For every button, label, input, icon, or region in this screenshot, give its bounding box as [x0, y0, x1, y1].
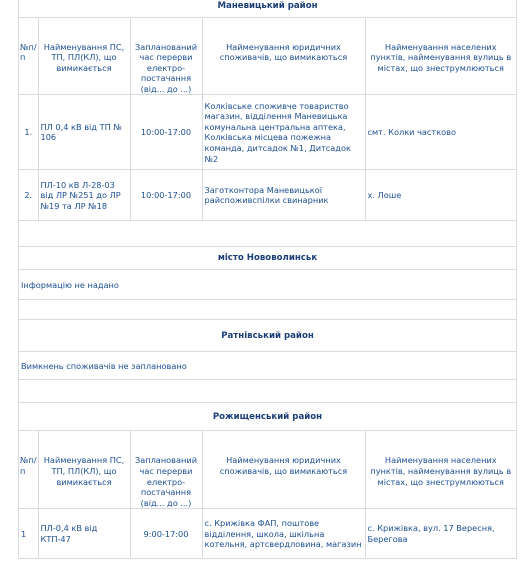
district-row [19, 403, 516, 431]
district-title: місто Нововолинськ [19, 247, 516, 270]
outage-schedule [18, 0, 517, 559]
outage-table [19, 0, 516, 559]
header-consumers: Найменування юридичних споживачів, що вимикаються [202, 431, 365, 509]
cell-num: 2. [19, 170, 38, 221]
district-title: Маневицький район [19, 0, 516, 17]
cell-consumers: с. Крижівка ФАП, поштове відділення, школа, шкільна котельня, артсвердловина, магазин [202, 509, 365, 559]
district-title: Ратнівський район [19, 320, 516, 352]
table-header-row [19, 17, 516, 95]
header-places: Найменування населених пунктів, найменування вулиць в містах, що знеструмлюються [365, 17, 516, 95]
cell-places: с. Крижівка, вул. 17 Вересня, Берегова [365, 509, 516, 559]
header-num: №п/п [19, 431, 38, 509]
cell-object: ПЛ-10 кВ Л-28-03 від ЛР №251 до ЛР №19 та ЛР №18 [38, 170, 130, 221]
header-time: Запланований час перерви електро-постачання (від... до ...) [130, 17, 202, 95]
district-note: Вимкнень споживачів не заплановано [19, 352, 516, 380]
district-note: Інформацію не надано [19, 270, 516, 300]
table-row [19, 509, 516, 559]
note-row [19, 270, 516, 300]
header-object: Найменування ПС, ТП, ПЛ(КЛ), що вимикається [38, 17, 130, 95]
header-object: Найменування ПС, ТП, ПЛ(КЛ), що вимикається [38, 431, 130, 509]
cell-object: ПЛ-0,4 кВ від КТП-47 [38, 509, 130, 559]
note-row [19, 352, 516, 380]
cell-num: 1 [19, 509, 38, 559]
spacer-row [19, 300, 516, 320]
header-num: №п/п [19, 17, 38, 95]
table-header-row [19, 431, 516, 509]
cell-places: х. Лоше [365, 170, 516, 221]
cell-time: 10:00-17:00 [130, 170, 202, 221]
cell-consumers: Колківське споживче товариство магазин, відділення Маневицька комунальна центральна аптека, Колківська місцева пожежна команда, дитсадок №1, Дитсадок №2 [202, 95, 365, 170]
cell-object: ПЛ 0,4 кВ від ТП № 106 [38, 95, 130, 170]
district-row [19, 0, 516, 17]
header-time: Запланований час перерви електро-постачання (від... до ...) [130, 431, 202, 509]
cell-consumers: Заготконтора Маневицької райспоживспілки свинарник [202, 170, 365, 221]
cell-time: 10:00-17:00 [130, 95, 202, 170]
table-row [19, 170, 516, 221]
table-row [19, 95, 516, 170]
cell-time: 9:00-17:00 [130, 509, 202, 559]
spacer-row [19, 221, 516, 247]
cell-num: 1. [19, 95, 38, 170]
spacer-row [19, 380, 516, 403]
cell-places: смт. Колки частково [365, 95, 516, 170]
district-title: Рожищенський район [19, 403, 516, 431]
header-consumers: Найменування юридичних споживачів, що вимикаються [202, 17, 365, 95]
district-row [19, 247, 516, 270]
district-row [19, 320, 516, 352]
header-places: Найменування населених пунктів, найменування вулиць в містах, що знеструмлюються [365, 431, 516, 509]
